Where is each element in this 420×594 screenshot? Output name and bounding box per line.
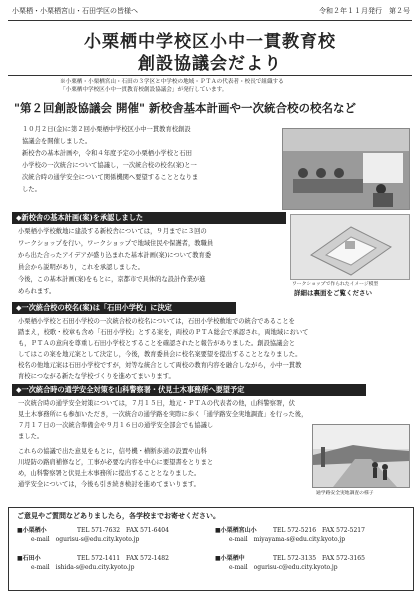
school-phone: TEL 572-1411 FAX 572-1482	[77, 555, 169, 562]
street-photo-caption: 通学路安全実地調査の様子	[316, 491, 374, 496]
body-line: これらの協議で出た意見をもとに，信号機・横断歩道の設置や山科	[18, 448, 207, 455]
body-line: 通学安全については，今後も引き続き検討を進めてまいります。	[18, 481, 200, 488]
street-photo	[312, 424, 410, 488]
body-line: ました。	[18, 433, 44, 440]
meeting-photo	[282, 128, 410, 210]
section-new-building-heading: ◆新校舎の基本計画(案)を承認しました	[12, 212, 286, 224]
intro-line: １０月２日(金)に第２回小栗栖中学校区小中一貫教育校創設	[22, 126, 191, 133]
school-name: ■石田小	[17, 555, 41, 562]
body-line: ワークショップを行い，ワークショップで地域住民や保護者，教職員	[18, 240, 214, 247]
title-line-1: 小栗栖中学校区小中一貫教育校	[84, 32, 336, 52]
body-line: も，ＰＴＡの意向を尊重し石田小学校とすることを確認されたと報告がありました。創設協議会と	[18, 340, 296, 347]
school-email: e-mail ishida-s@edu.city.kyoto.jp	[31, 564, 135, 571]
body-line: め，山科警察署と伏見土木事務所に提出することとなりました。	[18, 470, 201, 477]
intro-note-line-2: 「小栗栖中学校区小中一貫教育校創設協議会」が発行しています。	[60, 87, 228, 93]
section-safety-heading: ◆一次統合時の通学安全対策を山科警察署・伏見土木事務所へ要望予定	[12, 384, 366, 396]
school-name: ■小栗栖小	[17, 527, 47, 534]
body-line: 小栗栖小学校敷地に建設する新校舎については，９月までに３回の	[18, 228, 207, 235]
intro-line: 新校舎の基本計画や，令和４年度予定の小栗栖小学校と石田	[22, 150, 192, 157]
body-line: ７月１７日の一次統合準備会や９月１６日の通学安全部会でも協議し	[18, 422, 214, 429]
contact-title: ご意見やご質問などありましたら，各学校までお寄せください。	[17, 512, 220, 520]
meeting-photo-graphic	[283, 129, 409, 209]
model-photo	[290, 214, 410, 280]
model-photo-caption: ワークショップで作られたイメージ模型	[292, 282, 379, 287]
title-line-2: 創設協議会だより	[138, 54, 282, 74]
street-photo-graphic	[313, 425, 409, 487]
body-line: 小栗栖小学校と石田小学校の一次統合校の校名については，石田小学校敷地での統合であることを	[18, 318, 295, 325]
school-phone: TEL 572-5216 FAX 572-5217	[273, 527, 365, 534]
section-school-name-heading: ◆一次統合校の校名(案)は「石田小学校」に決定	[12, 302, 236, 314]
intro-note	[60, 78, 400, 94]
model-photo-graphic	[291, 215, 409, 279]
body-line: められます。	[18, 288, 56, 295]
contact-school	[215, 526, 409, 544]
issue-text: 令和２年１１月発行 第２号	[319, 7, 410, 15]
section-safety-body-narrow	[18, 446, 308, 490]
school-phone: TEL 572-3135 FAX 572-3165	[273, 555, 365, 562]
contact-box	[8, 507, 414, 591]
body-line: してはこの案を地元案として決定し，今後，教育委員会に校名案要望を提出することとなりました。	[18, 351, 302, 358]
body-line: 一次統合時の通学安全対策については，７月１５日，地元・ＰＴＡの代表者の他，山科警察署，伏	[18, 400, 295, 407]
section-new-building-body	[18, 226, 284, 298]
school-email: e-mail miyayama-s@edu.city.kyoto.jp	[229, 536, 346, 543]
school-email: e-mail ogurisu-c@edu.city.kyoto.jp	[229, 564, 338, 571]
body-line: 育校につながる新たな学校づくりを進めてまいります。	[18, 373, 175, 380]
school-name: ■小栗栖宮山小	[215, 527, 257, 534]
audience-text: 小栗栖・小栗栖宮山・石田学区の皆様へ	[12, 7, 138, 15]
body-line: 員会から説明があり，これを承認しました。	[18, 264, 144, 271]
headline: "第２回創設協議会 開催" 新校舎基本計画や一次統合校の校名など	[14, 101, 356, 115]
intro-line: 次統合時の通学安全について関係機関へ要望することとなりま	[22, 174, 199, 181]
body-line: 見土木事務所にも参加いただき，一次統合の通学路を実際に歩く「通学路安全実地調査」を行った後，	[18, 411, 308, 418]
school-name: ■小栗栖中	[215, 555, 245, 562]
body-line: から出た合ったアイデアが盛り込まれた基本計画(案)について教育委	[18, 252, 212, 259]
body-line: 校名の他地元案は石田小学校ですが，対等な統合として両校の教育内容を融合しながら，小中一貫教	[18, 362, 302, 369]
contact-school	[215, 554, 409, 572]
contact-school	[17, 526, 207, 544]
school-email: e-mail ogurisu-s@edu.city.kyoto.jp	[31, 536, 140, 543]
body-line: 今後，この基本計画(案)をもとに，京都市で具体的な設計作業が進	[18, 276, 206, 283]
school-phone: TEL 571-7632 FAX 571-6404	[77, 527, 169, 534]
detail-note: 詳細は裏面をご覧ください	[294, 289, 372, 297]
section-school-name-body	[18, 316, 412, 382]
intro-line: 協議会を開催しました。	[22, 138, 92, 145]
body-line: 川堤防の路肩補修など，工事が必要な内容を中心に要望書をとりまと	[18, 459, 214, 466]
contact-school	[17, 554, 207, 572]
intro-paragraph	[22, 124, 272, 196]
intro-note-line-1: ※小栗栖・小栗栖宮山・石田の３学区と中学校の地域・ＰＴＡの代表者・校長で組織する	[60, 79, 284, 85]
body-line: 踏まえ，校歌・校章も含め「石田小学校」とする案を，両校のＰＴＡ総会で承認され，両地域において	[18, 329, 309, 336]
masthead-info	[8, 6, 412, 18]
newsletter-title	[8, 20, 412, 76]
intro-line: した。	[22, 186, 41, 193]
intro-line: 小学校の一次統合について協議し，一次統合校の校名(案)と一	[22, 162, 197, 169]
